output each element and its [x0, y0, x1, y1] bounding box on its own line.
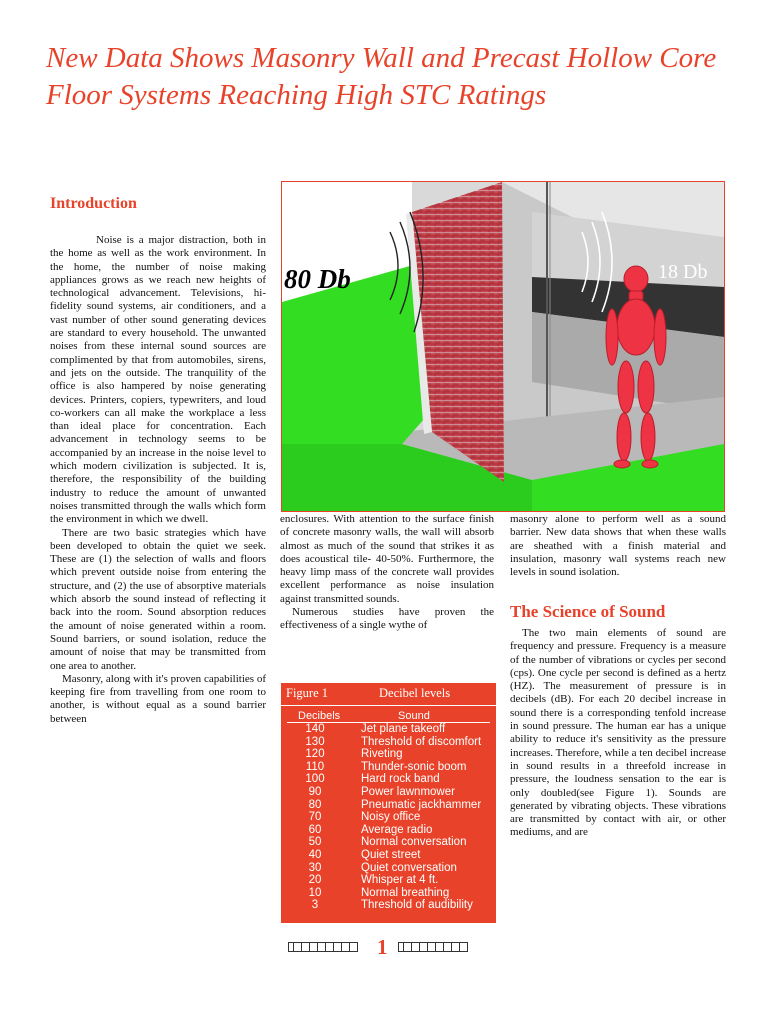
sound-description: Whisper at 4 ft.: [361, 874, 439, 887]
science-paragraph-1: The two main elements of sound are frequency and pressure. Frequency is a measure of the number of vibrations or cycles per second (cps). One cycle per second is defined as a hertz (HZ). The measurement of pressure is in decibels (dB). For each 20 decibel increase in sound there is a corresponding tenfold increase in sound pressure. The human ear has a unique ability to reduce it's sensitivity as the pressure increases. Therefore, while a ten decibel increase in sound results in a threefold increase in pressure, the loudness sensation to the ear is only doubled(see Figure 1). Sounds are generated by vibrating objects. These vibrations are transmitted by contact with air, or other mediums, and are: [510, 627, 727, 839]
sound-column-header: Sound: [398, 710, 430, 722]
table-row: [281, 761, 496, 774]
figure-header: [281, 683, 496, 706]
sound-barrier-illustration: [281, 181, 725, 512]
decibel-value: 70: [308, 811, 322, 824]
table-row: [281, 736, 496, 749]
table-row: [281, 849, 496, 862]
column2-paragraph-1: enclosures. With attention to the surface finish of concrete masonry walls, the wall will absorb almost as much of the sound that strikes it as does acoustical tile- 40-50%. Furthermore, the heavy limp mass of the concrete wall provides excellent performance as noise insulation against transmitted sounds.: [280, 513, 494, 605]
decibel-value: 110: [305, 760, 325, 773]
decibel-value: 50: [308, 836, 322, 849]
sound-description: Quiet conversation: [361, 861, 457, 874]
article-title: New Data Shows Masonry Wall and Precast Hollow Core Floor Systems Reaching High STC Ratings: [46, 42, 717, 111]
table-row: [281, 899, 496, 912]
introduction-column: [50, 234, 266, 726]
sound-description: Thunder-sonic boom: [361, 760, 467, 773]
table-row: [281, 723, 496, 736]
column2-paragraph-2: Numerous studies have proven the effectiveness of a single wythe of: [280, 606, 494, 632]
intro-paragraph-1: Noise is a major distraction, both in the home as well as the work environment. In the home, the number of noise making appliances grows as we reach new heights of technological advancement. Televisions, hi-fidelity sound systems, air conditioners, and a vast number of other sound generating devices are standard to every household. The unwanted noises from these internal sound sources are complimented by that from automobiles, sirens, and jets on the outside. The tranquility of the office is also hampered by noise generating devices. Printers, copiers, typewriters, and loud co-workers can all make the workplace a less than ideal place for concentration. Each advancement in technology seems to be accompanied by an increase in the noise level to which modern civilization is subjected. It is, therefore, the responsibility of the building industry to reduce the amount of unwanted noises transmitted through the walls which form the environment in which we dwell.: [50, 234, 266, 526]
sound-description: Noisy office: [361, 811, 421, 824]
illustration-drawing: [282, 182, 724, 511]
decibels-column-header: Decibels: [298, 710, 341, 722]
quiet-noise-label: 18 Db: [658, 261, 708, 283]
decibel-value: 80: [308, 798, 322, 811]
table-row: [281, 773, 496, 786]
science-column: [510, 627, 726, 840]
table-row: [281, 786, 496, 799]
decibel-value: 100: [305, 773, 325, 786]
decibel-value: 40: [308, 848, 322, 861]
table-row: [281, 862, 496, 875]
sound-description: Normal conversation: [361, 836, 467, 849]
figure-rows: [281, 723, 496, 912]
introduction-heading: Introduction: [50, 195, 137, 212]
decibel-value: 10: [308, 886, 322, 899]
figure-1-decibel-table: [281, 683, 496, 923]
footer-film-strip-right: [398, 942, 468, 952]
table-row: [281, 811, 496, 824]
decibel-value: 20: [308, 874, 322, 887]
decibel-value: 30: [308, 861, 322, 874]
decibel-value: 60: [308, 823, 322, 836]
decibel-value: 90: [308, 785, 322, 798]
table-row: [281, 799, 496, 812]
intro-paragraph-2: There are two basic strategies which have been developed to obtain the quiet we seek. These are (1) the selection of walls and floors which prevent outside noise from entering the structure, and (2) the use of absorptive materials which absorb the sound instead of reflecting it back into the room. Sound absorption reduces the amount of noise generated within a room. Sound barriers, or sound isolation, reduce the amount of noise that may be transmitted from one area to another.: [50, 526, 266, 672]
column-three: [510, 513, 726, 579]
table-row: [281, 887, 496, 900]
sound-description: Threshold of audibility: [361, 899, 473, 912]
sound-description: Normal breathing: [361, 886, 450, 899]
decibel-value: 3: [311, 899, 319, 912]
footer-film-strip-left: [288, 942, 358, 952]
sound-description: Jet plane takeoff: [361, 723, 446, 735]
decibel-value: 120: [305, 748, 325, 761]
table-row: [281, 748, 496, 761]
table-row: [281, 836, 496, 849]
decibel-value: 140: [305, 723, 325, 735]
decibel-value: 130: [305, 735, 325, 748]
science-of-sound-heading: The Science of Sound: [510, 602, 666, 621]
sound-description: Hard rock band: [361, 773, 440, 786]
sound-description: Quiet street: [361, 848, 421, 861]
table-row: [281, 824, 496, 837]
intro-paragraph-3: Masonry, along with it's proven capabilities of keeping fire from travelling from one room to another, is without equal as a sound barrier between: [50, 672, 266, 725]
sound-description: Average radio: [361, 823, 433, 836]
sound-description: Pneumatic jackhammer: [361, 798, 482, 811]
page-number: 1: [377, 935, 388, 959]
table-row: [281, 874, 496, 887]
column3-paragraph-1: masonry alone to perform well as a sound barrier. New data shows that when these walls are sheathed with a finish material and insulation, masonry wall systems reach new levels in sound isolation.: [510, 513, 726, 579]
figure-label: Figure 1: [286, 686, 329, 700]
column-two: [280, 513, 494, 633]
sound-description: Threshold of discomfort: [361, 735, 482, 748]
sound-description: Power lawnmower: [361, 785, 455, 798]
loud-noise-label: 80 Db: [284, 264, 351, 294]
figure-title: Decibel levels: [379, 686, 451, 700]
sound-description: Riveting: [361, 748, 403, 761]
